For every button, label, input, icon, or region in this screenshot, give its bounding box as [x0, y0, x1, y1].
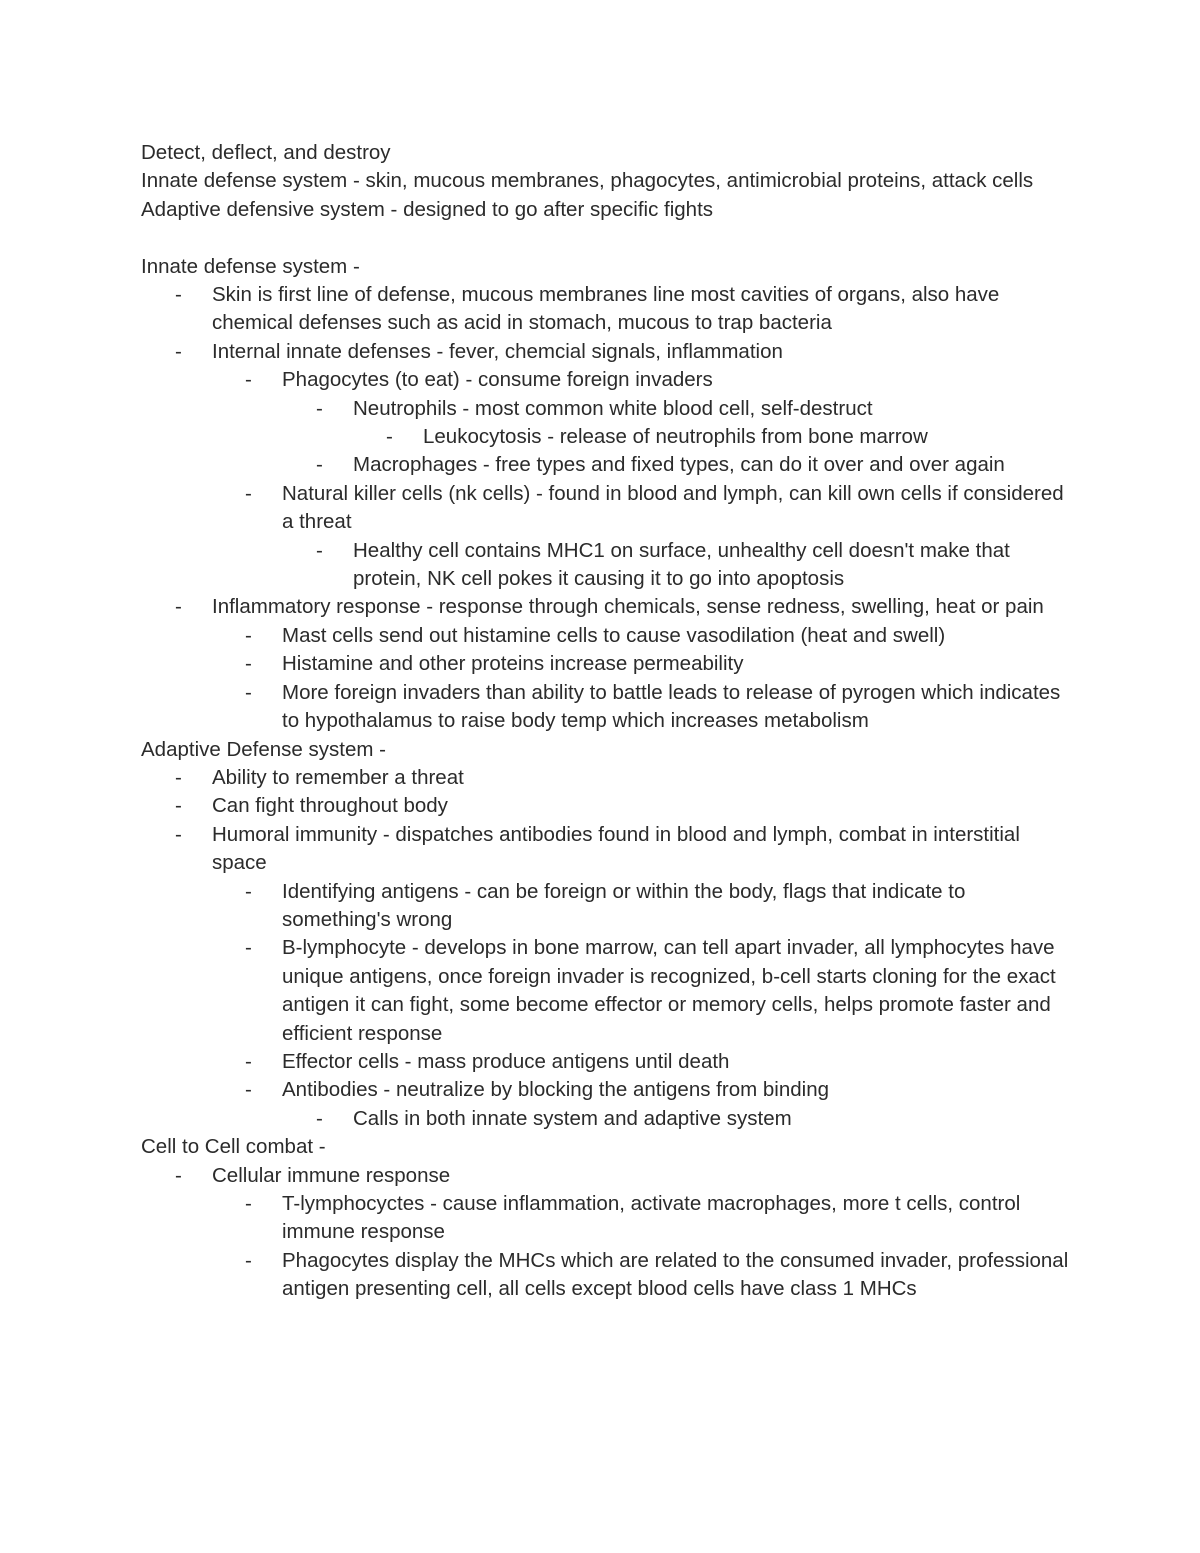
list-item-text: Cellular immune response	[212, 1163, 451, 1187]
section-adaptive	[141, 736, 1071, 1134]
bullet-dash: -	[175, 283, 182, 307]
list-item-text: Skin is first line of defense, mucous membranes line most cavities of organs, also have chemical defenses such as acid in stomach, mucous to trap bacteria	[212, 283, 1000, 335]
bullet-dash: -	[175, 765, 182, 789]
list-item	[141, 1076, 1071, 1104]
list-item	[141, 679, 1071, 736]
bullet-dash: -	[245, 936, 252, 960]
list-item-text: Humoral immunity - dispatches antibodies found in blood and lymph, combat in interstitial space	[212, 822, 1020, 875]
intro-line: Innate defense system - skin, mucous membranes, phagocytes, antimicrobial proteins, attack cells	[141, 169, 1034, 193]
list-item	[141, 650, 1071, 678]
list-item	[141, 338, 1071, 366]
intro-line: Adaptive defensive system - designed to go after specific fights	[141, 197, 714, 221]
list-item-text: Inflammatory response - response through chemicals, sense redness, swelling, heat or pain	[212, 595, 1044, 619]
bullet-dash: -	[245, 481, 252, 505]
bullet-dash: -	[316, 538, 323, 562]
bullet-dash: -	[245, 1248, 252, 1272]
section-cell-combat	[141, 1133, 1071, 1303]
list-item	[141, 878, 1071, 935]
section-heading: Innate defense system -	[141, 254, 360, 278]
list-item-text: Histamine and other proteins increase permeability	[282, 652, 744, 676]
bullet-dash: -	[245, 680, 252, 704]
list-item	[141, 593, 1071, 621]
document-page	[141, 139, 1071, 1304]
bullet-dash: -	[245, 368, 252, 392]
bullet-dash: -	[245, 1049, 252, 1073]
intro-block	[141, 139, 1071, 224]
list-item	[141, 395, 1071, 423]
list-item-text: Antibodies - neutralize by blocking the antigens from binding	[282, 1078, 829, 1102]
list-item-text: Mast cells send out histamine cells to cause vasodilation (heat and swell)	[282, 623, 946, 647]
section-innate	[141, 253, 1071, 736]
bullet-dash: -	[245, 652, 252, 676]
bullet-dash: -	[316, 396, 323, 420]
list-item-text: More foreign invaders than ability to battle leads to release of pyrogen which indicates to hypothalamus to raise body temp which increases metabolism	[282, 680, 1061, 733]
list-item-text: Effector cells - mass produce antigens until death	[282, 1049, 730, 1073]
list-item-text: Leukocytosis - release of neutrophils from bone marrow	[423, 425, 928, 449]
bullet-dash: -	[245, 623, 252, 647]
list-item	[141, 622, 1071, 650]
list-item-text: Healthy cell contains MHC1 on surface, unhealthy cell doesn't make that protein, NK cell pokes it causing it to go into apoptosis	[353, 538, 1010, 591]
list-item-text: Ability to remember a threat	[212, 765, 464, 789]
bullet-dash: -	[245, 1078, 252, 1102]
list-item	[141, 423, 1071, 451]
bullet-dash: -	[175, 822, 182, 846]
list-item-text: Natural killer cells (nk cells) - found in blood and lymph, can kill own cells if considered a threat	[282, 481, 1064, 534]
bullet-dash: -	[316, 1106, 323, 1130]
list-item-text: Internal innate defenses - fever, chemcial signals, inflammation	[212, 339, 783, 363]
intro-line: Detect, deflect, and destroy	[141, 141, 391, 164]
list-item	[141, 1190, 1071, 1247]
list-item	[141, 480, 1071, 537]
list-item	[141, 366, 1071, 394]
list-item-text: Macrophages - free types and fixed types, can do it over and over again	[353, 453, 1005, 477]
list-item	[141, 281, 1071, 338]
bullet-dash: -	[175, 595, 182, 619]
list-item	[141, 821, 1071, 878]
bullet-dash: -	[245, 879, 252, 903]
list-item	[141, 1105, 1071, 1133]
list-item-text: B-lymphocyte - develops in bone marrow, can tell apart invader, all lymphocytes have unique antigens, once foreign invader is recognized, b-cell starts cloning for the exact antigen it can fight, some become effector or memory cells, helps promote faster and efficient response	[282, 936, 1056, 1045]
list-item	[141, 451, 1071, 479]
list-item	[141, 1048, 1071, 1076]
bullet-dash: -	[175, 339, 182, 363]
bullet-dash: -	[175, 794, 182, 818]
list-item	[141, 764, 1071, 792]
bullet-dash: -	[175, 1163, 182, 1187]
list-item	[141, 792, 1071, 820]
list-item-text: T-lymphocyctes - cause inflammation, activate macrophages, more t cells, control immune response	[282, 1192, 1021, 1244]
list-item-text: Identifying antigens - can be foreign or within the body, flags that indicate to something's wrong	[282, 879, 966, 931]
list-item-text: Can fight throughout body	[212, 794, 448, 818]
list-item-text: Phagocytes (to eat) - consume foreign invaders	[282, 368, 713, 392]
section-heading: Adaptive Defense system -	[141, 737, 386, 761]
section-heading: Cell to Cell combat -	[141, 1135, 326, 1159]
list-item-text: Calls in both innate system and adaptive system	[353, 1106, 792, 1130]
list-item	[141, 1162, 1071, 1190]
list-item-text: Neutrophils - most common white blood cell, self-destruct	[353, 396, 873, 420]
list-item	[141, 537, 1071, 594]
list-item	[141, 934, 1071, 1048]
bullet-dash: -	[245, 1192, 252, 1216]
bullet-dash: -	[386, 425, 393, 449]
list-item	[141, 1247, 1071, 1304]
blank-line	[141, 224, 1071, 252]
list-item-text: Phagocytes display the MHCs which are related to the consumed invader, professional antigen presenting cell, all cells except blood cells have class 1 MHCs	[282, 1248, 1069, 1301]
bullet-dash: -	[316, 453, 323, 477]
